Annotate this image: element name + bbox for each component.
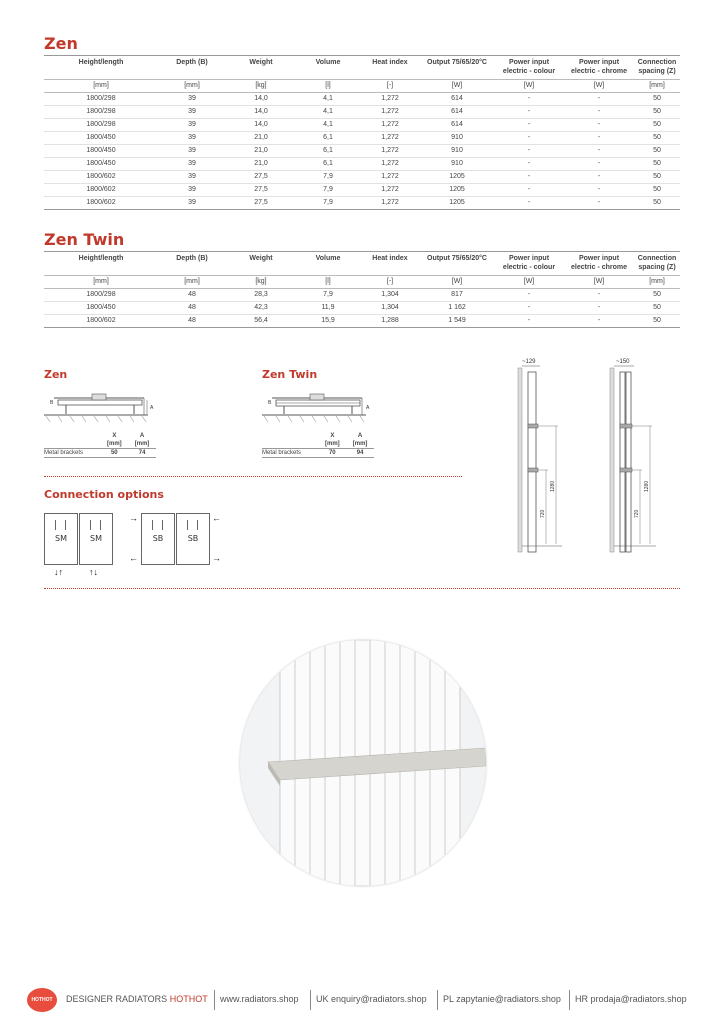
zen-spec-table [44, 55, 680, 210]
column-header: Height/length [44, 252, 158, 276]
connection-label: SM [90, 534, 102, 543]
table-cell: 1800/298 [44, 289, 158, 302]
unit-cell: [-] [360, 276, 420, 289]
unit-cell: [mm] [158, 276, 226, 289]
table-row [44, 106, 680, 119]
table-row [44, 315, 680, 328]
table-row [44, 197, 680, 210]
unit-cell: [W] [420, 276, 494, 289]
table-cell: - [494, 119, 564, 132]
unit-cell: [-] [360, 80, 420, 93]
height-720-label: 720 [634, 509, 640, 518]
side-top-dimension: ~150 [616, 359, 630, 365]
table-cell: 27,5 [226, 184, 296, 197]
a-dimension-label: A [150, 405, 154, 411]
unit-cell: [W] [564, 80, 634, 93]
table-cell: - [564, 93, 634, 106]
unit-cell: [mm] [158, 80, 226, 93]
table-cell: 50 [634, 184, 680, 197]
column-header: Weight [226, 56, 296, 80]
table-cell: - [564, 197, 634, 210]
side-top-dimension: ~129 [522, 359, 536, 365]
table-cell: - [564, 302, 634, 315]
x-unit: [mm] [106, 441, 122, 447]
table-cell: 27,5 [226, 171, 296, 184]
table-cell: 1,272 [360, 145, 420, 158]
zen-twin-table-body [44, 276, 680, 328]
table-cell: 614 [420, 93, 494, 106]
table-header-row [44, 252, 680, 276]
a-header: A [357, 433, 363, 439]
table-cell: - [564, 145, 634, 158]
table-cell: 6,1 [296, 158, 360, 171]
table-cell: 50 [634, 158, 680, 171]
a-unit: [mm] [352, 441, 368, 447]
connection-label: SB [187, 534, 199, 543]
table-cell: - [564, 132, 634, 145]
table-cell: 7,9 [296, 184, 360, 197]
zen-twin-side-view-drawing [604, 354, 664, 554]
table-header-row [44, 56, 680, 80]
table-cell: - [494, 302, 564, 315]
table-cell: 39 [158, 145, 226, 158]
table-cell: - [494, 145, 564, 158]
website-link[interactable]: www.radiators.shop [220, 994, 299, 1004]
table-cell: 11,9 [296, 302, 360, 315]
a-dimension-label: A [366, 405, 370, 411]
a-value: 74 [128, 449, 156, 458]
arrow-right-icon: → [212, 553, 221, 563]
column-header: Heat index [360, 56, 420, 80]
arrow-left-icon: ← [212, 513, 221, 523]
table-cell: 50 [634, 132, 680, 145]
table-cell: - [494, 315, 564, 328]
table-cell: - [494, 158, 564, 171]
table-cell: 50 [634, 145, 680, 158]
table-cell: 50 [634, 119, 680, 132]
row-label: Metal brackets [262, 449, 318, 458]
unit-cell: [W] [494, 80, 564, 93]
table-cell: 6,1 [296, 132, 360, 145]
zen-title: Zen [44, 34, 78, 53]
table-cell: 39 [158, 106, 226, 119]
table-cell: - [564, 106, 634, 119]
height-1280-label: 1280 [644, 480, 650, 492]
table-cell: 4,1 [296, 119, 360, 132]
table-cell: 1800/602 [44, 197, 158, 210]
table-row [44, 302, 680, 315]
units-row [44, 80, 680, 93]
table-cell: - [564, 289, 634, 302]
table-cell: 14,0 [226, 106, 296, 119]
table-cell: - [494, 106, 564, 119]
b-dimension-label: B [268, 400, 272, 406]
table-cell: 1800/298 [44, 106, 158, 119]
table-cell: 1,304 [360, 302, 420, 315]
section-divider [44, 588, 680, 589]
table-cell: 7,9 [296, 289, 360, 302]
table-cell: 39 [158, 93, 226, 106]
column-header: Output 75/65/20°C [420, 56, 494, 80]
table-cell: 27,5 [226, 197, 296, 210]
unit-cell: [mm] [634, 80, 680, 93]
table-cell: 14,0 [226, 93, 296, 106]
x-unit: [mm] [324, 441, 340, 447]
column-header: Power input electric - chrome [564, 56, 634, 80]
column-header: Connection spacing (Z) [634, 252, 680, 276]
table-cell: 1800/450 [44, 302, 158, 315]
a-unit: [mm] [134, 441, 150, 447]
uk-email-link[interactable]: UK enquiry@radiators.shop [316, 994, 427, 1004]
table-cell: 28,3 [226, 289, 296, 302]
table-cell: 50 [634, 197, 680, 210]
column-header: Output 75/65/20°C [420, 252, 494, 276]
table-cell: 50 [634, 302, 680, 315]
table-cell: 39 [158, 171, 226, 184]
connection-label: SB [152, 534, 164, 543]
x-header: X [112, 433, 117, 439]
table-cell: - [564, 171, 634, 184]
section-divider [44, 476, 462, 477]
table-cell: 48 [158, 302, 226, 315]
table-cell: 817 [420, 289, 494, 302]
column-header: Depth (B) [158, 252, 226, 276]
table-cell: 1800/602 [44, 171, 158, 184]
table-cell: 1,272 [360, 197, 420, 210]
table-cell: 614 [420, 119, 494, 132]
x-header: X [330, 433, 335, 439]
row-label: Metal brackets [44, 449, 100, 458]
table-cell: - [494, 132, 564, 145]
pl-email-link[interactable]: PL zapytanie@radiators.shop [443, 994, 561, 1004]
unit-cell: [W] [494, 276, 564, 289]
table-cell: 910 [420, 132, 494, 145]
zen-side-view-drawing [512, 354, 572, 554]
hothot-logo: HOTHOT [27, 988, 57, 1012]
height-1280-label: 1280 [550, 480, 556, 492]
footer [0, 988, 723, 1012]
height-720-label: 720 [540, 509, 546, 518]
b-dimension-label: B [50, 400, 54, 406]
table-cell: 39 [158, 132, 226, 145]
radiator-closeup-image [240, 640, 486, 886]
table-row [44, 93, 680, 106]
arrow-left-icon: ← [129, 553, 138, 563]
brand-text: DESIGNER RADIATORS [66, 994, 168, 1004]
table-cell: 1 162 [420, 302, 494, 315]
unit-cell: [l] [296, 80, 360, 93]
zen-bracket-table [44, 432, 156, 458]
table-cell: 50 [634, 93, 680, 106]
unit-cell: [mm] [44, 276, 158, 289]
table-cell: - [564, 184, 634, 197]
zen-twin-spec-table [44, 251, 680, 328]
column-header: Power input electric - colour [494, 56, 564, 80]
table-cell: 1800/602 [44, 315, 158, 328]
units-row [44, 276, 680, 289]
table-cell: 1800/450 [44, 158, 158, 171]
table-cell: 48 [158, 289, 226, 302]
zen-bracket-drawing [44, 388, 159, 424]
unit-cell: [W] [564, 276, 634, 289]
table-cell: 1,272 [360, 184, 420, 197]
zen-twin-title: Zen Twin [44, 230, 125, 249]
table-cell: 21,0 [226, 158, 296, 171]
table-row [44, 119, 680, 132]
table-cell: 1,272 [360, 119, 420, 132]
table-cell: 6,1 [296, 145, 360, 158]
table-cell: - [494, 289, 564, 302]
table-row [44, 132, 680, 145]
connection-box-sb-1 [141, 513, 175, 565]
table-cell: 1205 [420, 197, 494, 210]
table-cell: - [564, 315, 634, 328]
zen-twin-bracket-drawing [262, 388, 377, 424]
connection-label: SM [55, 534, 67, 543]
table-cell: 15,9 [296, 315, 360, 328]
table-cell: 1,272 [360, 132, 420, 145]
table-cell: 1800/298 [44, 119, 158, 132]
arrow-right-icon: → [129, 513, 138, 523]
table-cell: 50 [634, 289, 680, 302]
table-cell: 14,0 [226, 119, 296, 132]
table-cell: 1,304 [360, 289, 420, 302]
unit-cell: [mm] [44, 80, 158, 93]
column-header: Power input electric - chrome [564, 252, 634, 276]
zen-diagram-title: Zen [44, 368, 68, 381]
zen-twin-diagram-title: Zen Twin [262, 368, 318, 381]
table-cell: 42,3 [226, 302, 296, 315]
table-cell: 1,288 [360, 315, 420, 328]
unit-cell: [W] [420, 80, 494, 93]
table-cell: 910 [420, 158, 494, 171]
column-header: Connection spacing (Z) [634, 56, 680, 80]
zen-table-body [44, 80, 680, 210]
a-value: 94 [346, 449, 374, 458]
table-cell: - [494, 184, 564, 197]
table-cell: 614 [420, 106, 494, 119]
table-cell: 21,0 [226, 145, 296, 158]
table-cell: 39 [158, 158, 226, 171]
connection-options-title: Connection options [44, 488, 164, 501]
table-cell: 1800/450 [44, 145, 158, 158]
footer-brand [66, 994, 208, 1004]
table-cell: 4,1 [296, 93, 360, 106]
table-cell: 1800/602 [44, 184, 158, 197]
table-cell: 50 [634, 171, 680, 184]
connection-box-sb-2 [176, 513, 210, 565]
table-cell: 1800/298 [44, 93, 158, 106]
table-cell: 50 [634, 315, 680, 328]
table-cell: 1800/450 [44, 132, 158, 145]
column-header: Depth (B) [158, 56, 226, 80]
column-header: Volume [296, 56, 360, 80]
table-cell: - [564, 158, 634, 171]
table-cell: 1,272 [360, 106, 420, 119]
table-cell: 39 [158, 119, 226, 132]
table-cell: 1,272 [360, 158, 420, 171]
table-cell: 39 [158, 197, 226, 210]
column-header: Heat index [360, 252, 420, 276]
unit-cell: [kg] [226, 80, 296, 93]
connection-box-sm-1 [44, 513, 78, 565]
a-header: A [139, 433, 145, 439]
table-cell: 48 [158, 315, 226, 328]
table-cell: 4,1 [296, 106, 360, 119]
column-header: Volume [296, 252, 360, 276]
table-cell: 1205 [420, 171, 494, 184]
table-cell: 1,272 [360, 93, 420, 106]
hr-email-link[interactable]: HR prodaja@radiators.shop [575, 994, 687, 1004]
table-cell: 910 [420, 145, 494, 158]
table-cell: 1,272 [360, 171, 420, 184]
table-cell: 1 549 [420, 315, 494, 328]
flow-arrows-icon: ↓↑ [54, 567, 63, 577]
table-cell: - [494, 197, 564, 210]
table-row [44, 145, 680, 158]
table-row [44, 171, 680, 184]
table-cell: 56,4 [226, 315, 296, 328]
table-row [44, 289, 680, 302]
column-header: Height/length [44, 56, 158, 80]
table-cell: 7,9 [296, 171, 360, 184]
brand-accent: HOTHOT [169, 994, 208, 1004]
table-cell: 1205 [420, 184, 494, 197]
unit-cell: [mm] [634, 276, 680, 289]
flow-arrows-icon: ↑↓ [89, 567, 98, 577]
column-header: Weight [226, 252, 296, 276]
unit-cell: [l] [296, 276, 360, 289]
table-cell: 7,9 [296, 197, 360, 210]
x-value: 70 [318, 449, 346, 458]
table-row [44, 184, 680, 197]
table-row [44, 158, 680, 171]
table-cell: 50 [634, 106, 680, 119]
table-cell: - [494, 171, 564, 184]
column-header: Power input electric - colour [494, 252, 564, 276]
table-cell: - [494, 93, 564, 106]
zen-twin-bracket-table [262, 432, 374, 458]
product-detail-photo [240, 640, 486, 886]
table-cell: 39 [158, 184, 226, 197]
connection-box-sm-2 [79, 513, 113, 565]
x-value: 50 [100, 449, 128, 458]
table-cell: 21,0 [226, 132, 296, 145]
unit-cell: [kg] [226, 276, 296, 289]
table-cell: - [564, 119, 634, 132]
